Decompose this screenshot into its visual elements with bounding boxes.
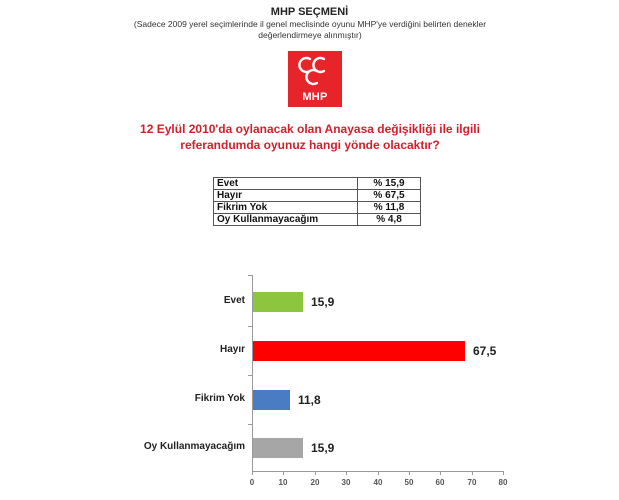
y-tick: [248, 275, 252, 276]
crescents-icon: [288, 51, 342, 91]
x-tick-label: 50: [404, 478, 414, 487]
category-label: Evet: [223, 295, 245, 306]
x-tick-label: 70: [467, 478, 477, 487]
row-label: Evet: [214, 178, 358, 190]
row-label: Oy Kullanmayacağım: [214, 214, 358, 226]
x-tick-label: 60: [435, 478, 445, 487]
bar-value-label: 11,8: [298, 393, 321, 407]
x-tick: [252, 471, 253, 475]
bar: [253, 292, 303, 312]
x-tick-label: 80: [498, 478, 508, 487]
x-tick: [315, 471, 316, 475]
bar: [253, 438, 303, 458]
category-label: Fikrim Yok: [194, 393, 245, 404]
logo-text: MHP: [302, 91, 328, 103]
y-tick: [248, 424, 252, 425]
question-line-1: 12 Eylül 2010'da oylanacak olan Anayasa değişikliği ile ilgili: [140, 122, 480, 136]
subtitle-line-1: (Sadece 2009 yerel seçimlerinde il genel meclisinde oyunu MHP'ye verdiğini belirten denekler: [133, 19, 487, 29]
results-table: [213, 177, 421, 226]
x-tick: [346, 471, 347, 475]
row-value: % 15,9: [358, 178, 421, 190]
y-tick: [248, 375, 252, 376]
survey-question: [100, 121, 520, 153]
x-tick-label: 10: [278, 478, 288, 487]
table-row: [214, 202, 421, 214]
question-line-2: referandumda oyunuz hangi yönde olacaktır?: [180, 138, 440, 152]
category-label: Oy Kullanmayacağım: [143, 441, 245, 452]
row-label: Fikrim Yok: [214, 202, 358, 214]
x-tick-label: 30: [341, 478, 351, 487]
page-subtitle: [110, 19, 510, 41]
bar-value-label: 15,9: [311, 441, 335, 455]
subtitle-line-2: değerlendirmeye alınmıştır): [258, 30, 362, 40]
category-label: Hayır: [219, 344, 245, 355]
x-tick: [440, 471, 441, 475]
bar-value-label: 67,5: [473, 344, 497, 358]
x-tick-label: 40: [373, 478, 383, 487]
table-row: [214, 214, 421, 226]
row-value: % 4,8: [358, 214, 421, 226]
x-tick-label: 0: [249, 478, 255, 487]
y-tick: [248, 326, 252, 327]
page-title: MHP SEÇMENİ: [270, 6, 349, 18]
x-tick: [378, 471, 379, 475]
x-tick: [283, 471, 284, 475]
table-row: [214, 190, 421, 202]
x-tick: [472, 471, 473, 475]
row-value: % 67,5: [358, 190, 421, 202]
bar: [253, 390, 290, 410]
x-tick: [409, 471, 410, 475]
bar-value-label: 15,9: [311, 295, 335, 309]
row-label: Hayır: [214, 190, 358, 202]
x-tick-label: 20: [310, 478, 320, 487]
row-value: % 11,8: [358, 202, 421, 214]
table-row: [214, 178, 421, 190]
x-tick: [503, 471, 504, 475]
bar: [253, 341, 465, 361]
mhp-logo: [288, 51, 342, 107]
